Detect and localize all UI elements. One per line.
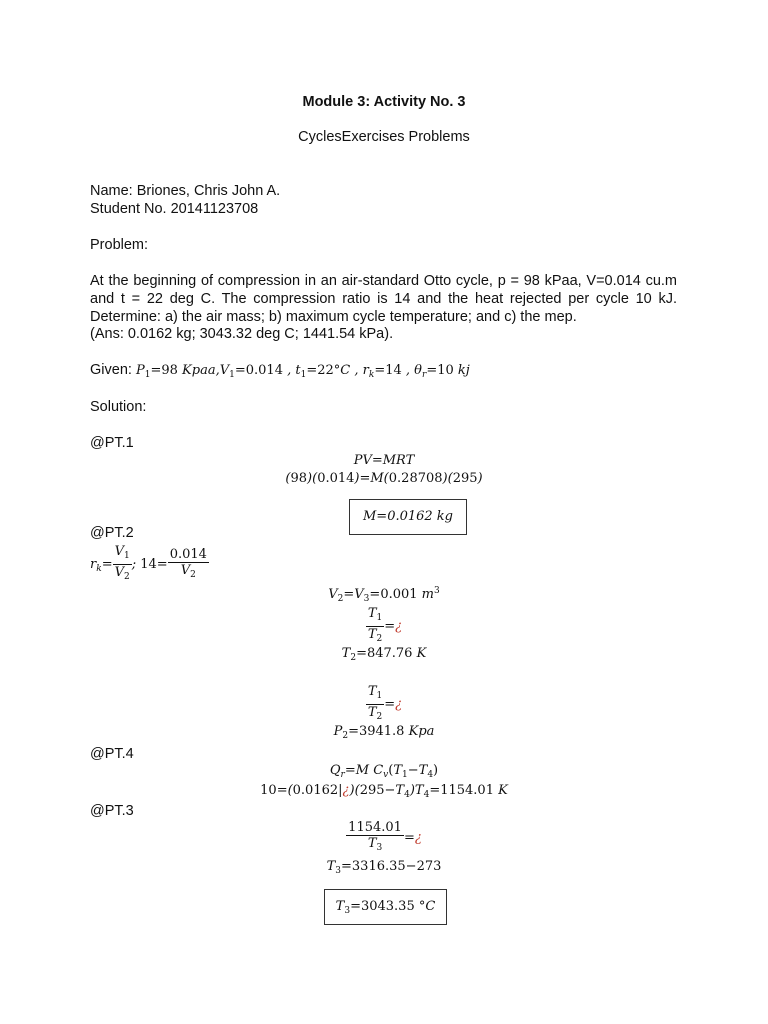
pt4-label: @PT.4 <box>90 746 134 762</box>
pt2-volume-equation: $V_2=V_3=0.001$ $m^3$ <box>328 586 440 604</box>
problem-answer: (Ans: 0.0162 kg; 3043.32 deg C; 1441.54 kPa). <box>90 326 394 342</box>
pt1-ideal-gas-equation: PV=MRT <box>353 453 415 468</box>
pt2-temperature-ratio: $\frac{T_1}{T_2}$ =¿ <box>367 606 403 644</box>
pt1-substitution: (98)(0.014)=M(0.28708)(295) <box>285 471 483 486</box>
problem-statement: At the beginning of compression in an air-standard Otto cycle, p = 98 kPaa, V=0.014 cu.m and t = 22 deg C. The compression ratio is 14 and the heat rejected per cycle 10 kJ. Determine: a) the air mass; b) maximum cycle temperature; and c) the mep. <box>90 273 677 325</box>
document-title: Module 3: Activity No. 3 <box>302 94 466 110</box>
pt4-substitution: $10=(0.0162|¿)(295-T_4)T_4=1154.01$ K <box>260 783 508 800</box>
solution-label: Solution: <box>90 399 147 415</box>
pt2-p2-result: $P_2=3941.8$ Kpa <box>333 724 435 741</box>
pt2-label: @PT.2 <box>90 525 134 541</box>
given-label: Given: <box>90 362 132 378</box>
given-line <box>90 362 470 380</box>
pt1-label: @PT.1 <box>90 435 134 451</box>
pt4-heat-rejected-equation: $Q_r=M$ $C_v(T_1-T_4)$ <box>329 763 439 780</box>
pt3-label: @PT.3 <box>90 803 134 819</box>
document-subtitle: CyclesExercises Problems <box>298 129 470 145</box>
pt2-pressure-ratio: $\frac{T_1}{T_2}$ =¿ <box>367 684 403 722</box>
pt3-t3-kelvin: $T_3=3316.35-273$ <box>326 859 442 876</box>
pt3-temperature-ratio: $\frac{1154.01}{T_3}$ =¿ <box>348 820 422 853</box>
pt1-mass-result-box: M=0.0162 kg <box>349 499 467 535</box>
given-equations: $P_1=98$ $Kpaa,V_1=0.014$ , $t_1=22^\circ C$ , $r_k=14$ , $\theta_r=10$ kj <box>135 363 470 380</box>
student-number: Student No. 20141123708 <box>90 201 259 217</box>
pt2-t2-result: $T_2=847.76$ K <box>341 646 427 663</box>
problem-label: Problem: <box>90 237 149 253</box>
pt3-max-temperature-result-box: $T_3=3043.35$ °C <box>324 889 447 925</box>
student-name: Name: Briones, Chris John A. <box>90 183 281 199</box>
pt2-compression-ratio: $r_k=$ $\frac{V_1}{V_2}$ ; 14= $\frac{0.014}{V_2}$ <box>90 544 207 582</box>
